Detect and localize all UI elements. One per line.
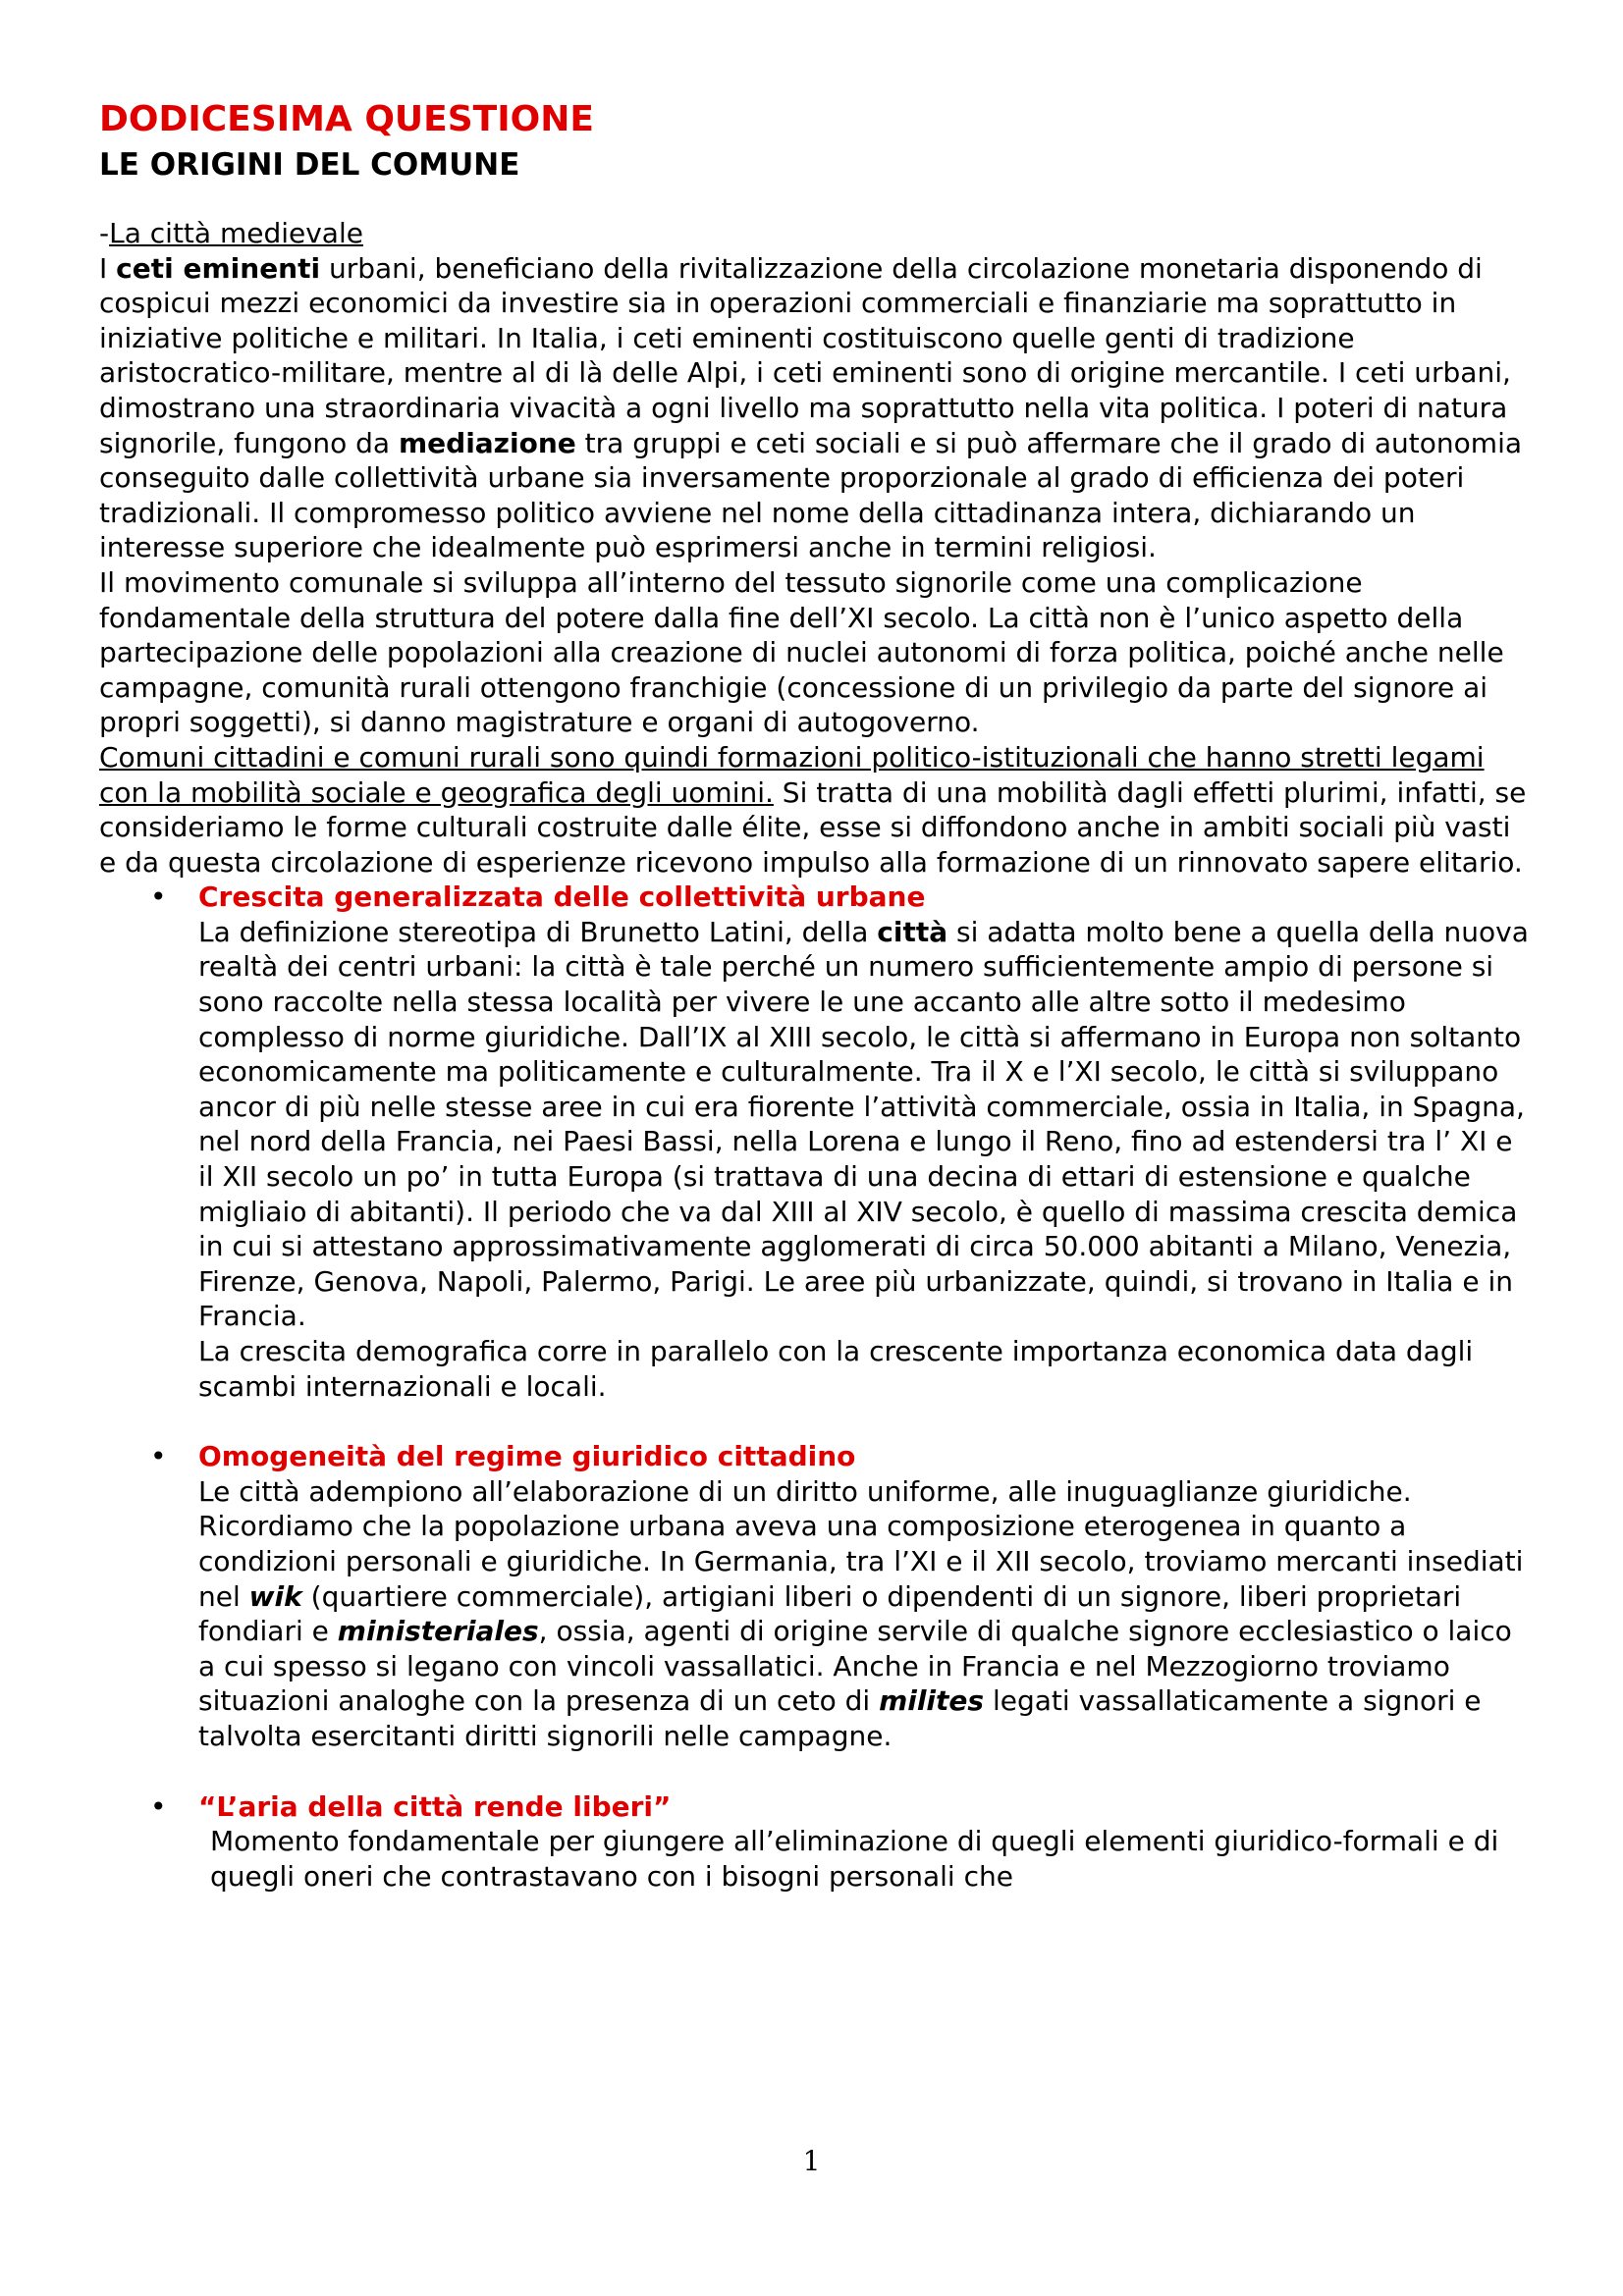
- bullet-paragraph: [198, 915, 1533, 1334]
- bullet-icon: •: [150, 1440, 167, 1473]
- intro-paragraph-1: [99, 251, 1533, 565]
- bullet-heading: Omogeneità del regime giuridico cittadino: [198, 1440, 856, 1473]
- text-run: I: [99, 251, 117, 285]
- document-subtitle: LE ORIGINI DEL COMUNE: [99, 147, 520, 183]
- bullet-item: [99, 1789, 1533, 1895]
- intro-paragraph-2: Il movimento comunale si sviluppa all’interno del tessuto signorile come una complicazione fondamentale della struttura del potere dalla fine dell’XI secolo. La città non è l’unico aspetto della partecipazione delle popolazioni alla creazione di nuclei autonomi di forza politica, poiché anche nelle campagne, comunità rurali ottengono franchigie (concessione di un privilegio da parte del signore ai propri soggetti), si danno magistrature e organi di autogoverno.: [99, 565, 1504, 739]
- bullet-list: [99, 880, 1533, 1894]
- page-number: 1: [802, 2145, 821, 2177]
- section-heading: [99, 216, 1533, 251]
- text-run: (quartiere commerciale), artigiani liberi o dipendenti di un signore, liberi proprietari fondiari e: [198, 1579, 1462, 1648]
- underlined-statement: Comuni cittadini e comuni rurali sono quindi formazioni politico-istituzionali che hanno stretti legami con la mobilità sociale e geografica degli uomini.: [99, 740, 1485, 809]
- document-page: [99, 96, 1533, 1894]
- bold-term: mediazione: [398, 426, 576, 459]
- bullet-item: [99, 880, 1533, 1439]
- bold-term: città: [877, 915, 948, 948]
- text-run: La definizione stereotipa di Brunetto Latini, della: [198, 915, 878, 948]
- text-run: si adatta molto bene a quella della nuova realtà dei centri urbani: la città è tale perché un numero sufficientemente ampio di persone si sono raccolte nella stessa località per vivere le une accanto alle altre sotto il medesimo complesso di norme giuridiche. Dall’IX al XIII secolo, le città si affermano in Europa non soltanto economicamente ma politicamente e culturalmente. Tra il X e l’XI secolo, le città si sviluppano ancor di più nelle stesse aree in cui era fiorente l’attività commerciale, ossia in Italia, in Spagna, nel nord della Francia, nei Paesi Bassi, nella Lorena e lungo il Reno, fino ad estendersi tra l’ XI e il XII secolo un po’ in tutta Europa (si trattava di una decina di ettari di estensione e qualche migliaio di abitanti). Il periodo che va dal XIII al XIV secolo, è quello di massima crescita demica in cui si attestano approssimativamente agglomerati di circa 50.000 abitanti a Milano, Venezia, Firenze, Genova, Napoli, Palermo, Parigi. Le aree più urbanizzate, quindi, si trovano in Italia e in Francia.: [198, 915, 1529, 1333]
- text-run: legati vassallaticamente a signori e talvolta esercitanti diritti signorili nelle campagne.: [198, 1684, 1482, 1752]
- bullet-heading: Crescita generalizzata delle collettività urbane: [198, 881, 926, 914]
- text-run: urbani, beneficiano della rivitalizzazione della circolazione monetaria disponendo di cospicui mezzi economici da investire sia in operazioni commerciali e finanziarie ma soprattutto in iniziative politiche e militari. In Italia, i ceti eminenti costituiscono quelle genti di tradizione aristocratico-militare, mentre al di là delle Alpi, i ceti eminenti sono di origine mercantile. I ceti urbani, dimostrano una straordinaria vivacità a ogni livello ma soprattutto nella vita politica. I poteri di natura signorile, fungono da: [99, 251, 1511, 459]
- intro-paragraph-3: [99, 740, 1533, 880]
- bullet-item: [99, 1439, 1533, 1789]
- spacer: [198, 1404, 1533, 1439]
- bullet-icon: •: [150, 881, 167, 914]
- italic-term: milites: [879, 1684, 985, 1718]
- italic-term: wik: [248, 1579, 302, 1613]
- bullet-heading: “L’aria della città rende liberi”: [198, 1789, 672, 1823]
- italic-term: ministeriales: [337, 1615, 539, 1648]
- text-run: , ossia, agenti di origine servile di qualche signore ecclesiastico o laico a cui spesso si legano con vincoli vassallatici. Anche in Francia e nel Mezzogiorno troviamo situazioni analoghe con la presenza di un ceto di: [198, 1615, 1512, 1718]
- bold-term: ceti eminenti: [116, 251, 321, 285]
- text-run: Si tratta di una mobilità dagli effetti plurimi, infatti, se consideriamo le forme culturali costruite dalle élite, esse si diffondono anche in ambiti sociali più vasti e da questa circolazione di esperienze ricevono impulso alla formazione di un rinnovato sapere elitario.: [99, 775, 1527, 879]
- bullet-paragraph: La crescita demografica corre in parallelo con la crescente importanza economica data dagli scambi internazionali e locali.: [198, 1335, 1474, 1403]
- bullet-icon: •: [150, 1789, 167, 1823]
- text-run: Le città adempiono all’elaborazione di un diritto uniforme, alle inuguaglianze giuridiche. Ricordiamo che la popolazione urbana aveva una composizione eterogenea in quanto a condizioni personali e giuridiche. In Germania, tra l’XI e il XII secolo, troviamo mercanti insediati nel: [198, 1474, 1524, 1613]
- document-title: DODICESIMA QUESTIONE: [99, 99, 594, 139]
- section-heading-text: La città medievale: [109, 217, 363, 249]
- bullet-paragraph: [198, 1474, 1533, 1754]
- bullet-paragraph: Momento fondamentale per giungere all’eliminazione di quegli elementi giuridico-formali e di quegli oneri che contrastavano con i bisogni personali che: [210, 1825, 1499, 1893]
- spacer: [198, 1754, 1533, 1789]
- text-run: tra gruppi e ceti sociali e si può affermare che il grado di autonomia conseguito dalle collettività urbane sia inversamente proporzionale al grado di efficienza dei poteri tradizionali. Il compromesso politico avviene nel nome della cittadinanza intera, dichiarando un interesse superiore che idealmente può esprimersi anche in termini religiosi.: [99, 426, 1523, 564]
- section-prefix: -: [99, 217, 110, 249]
